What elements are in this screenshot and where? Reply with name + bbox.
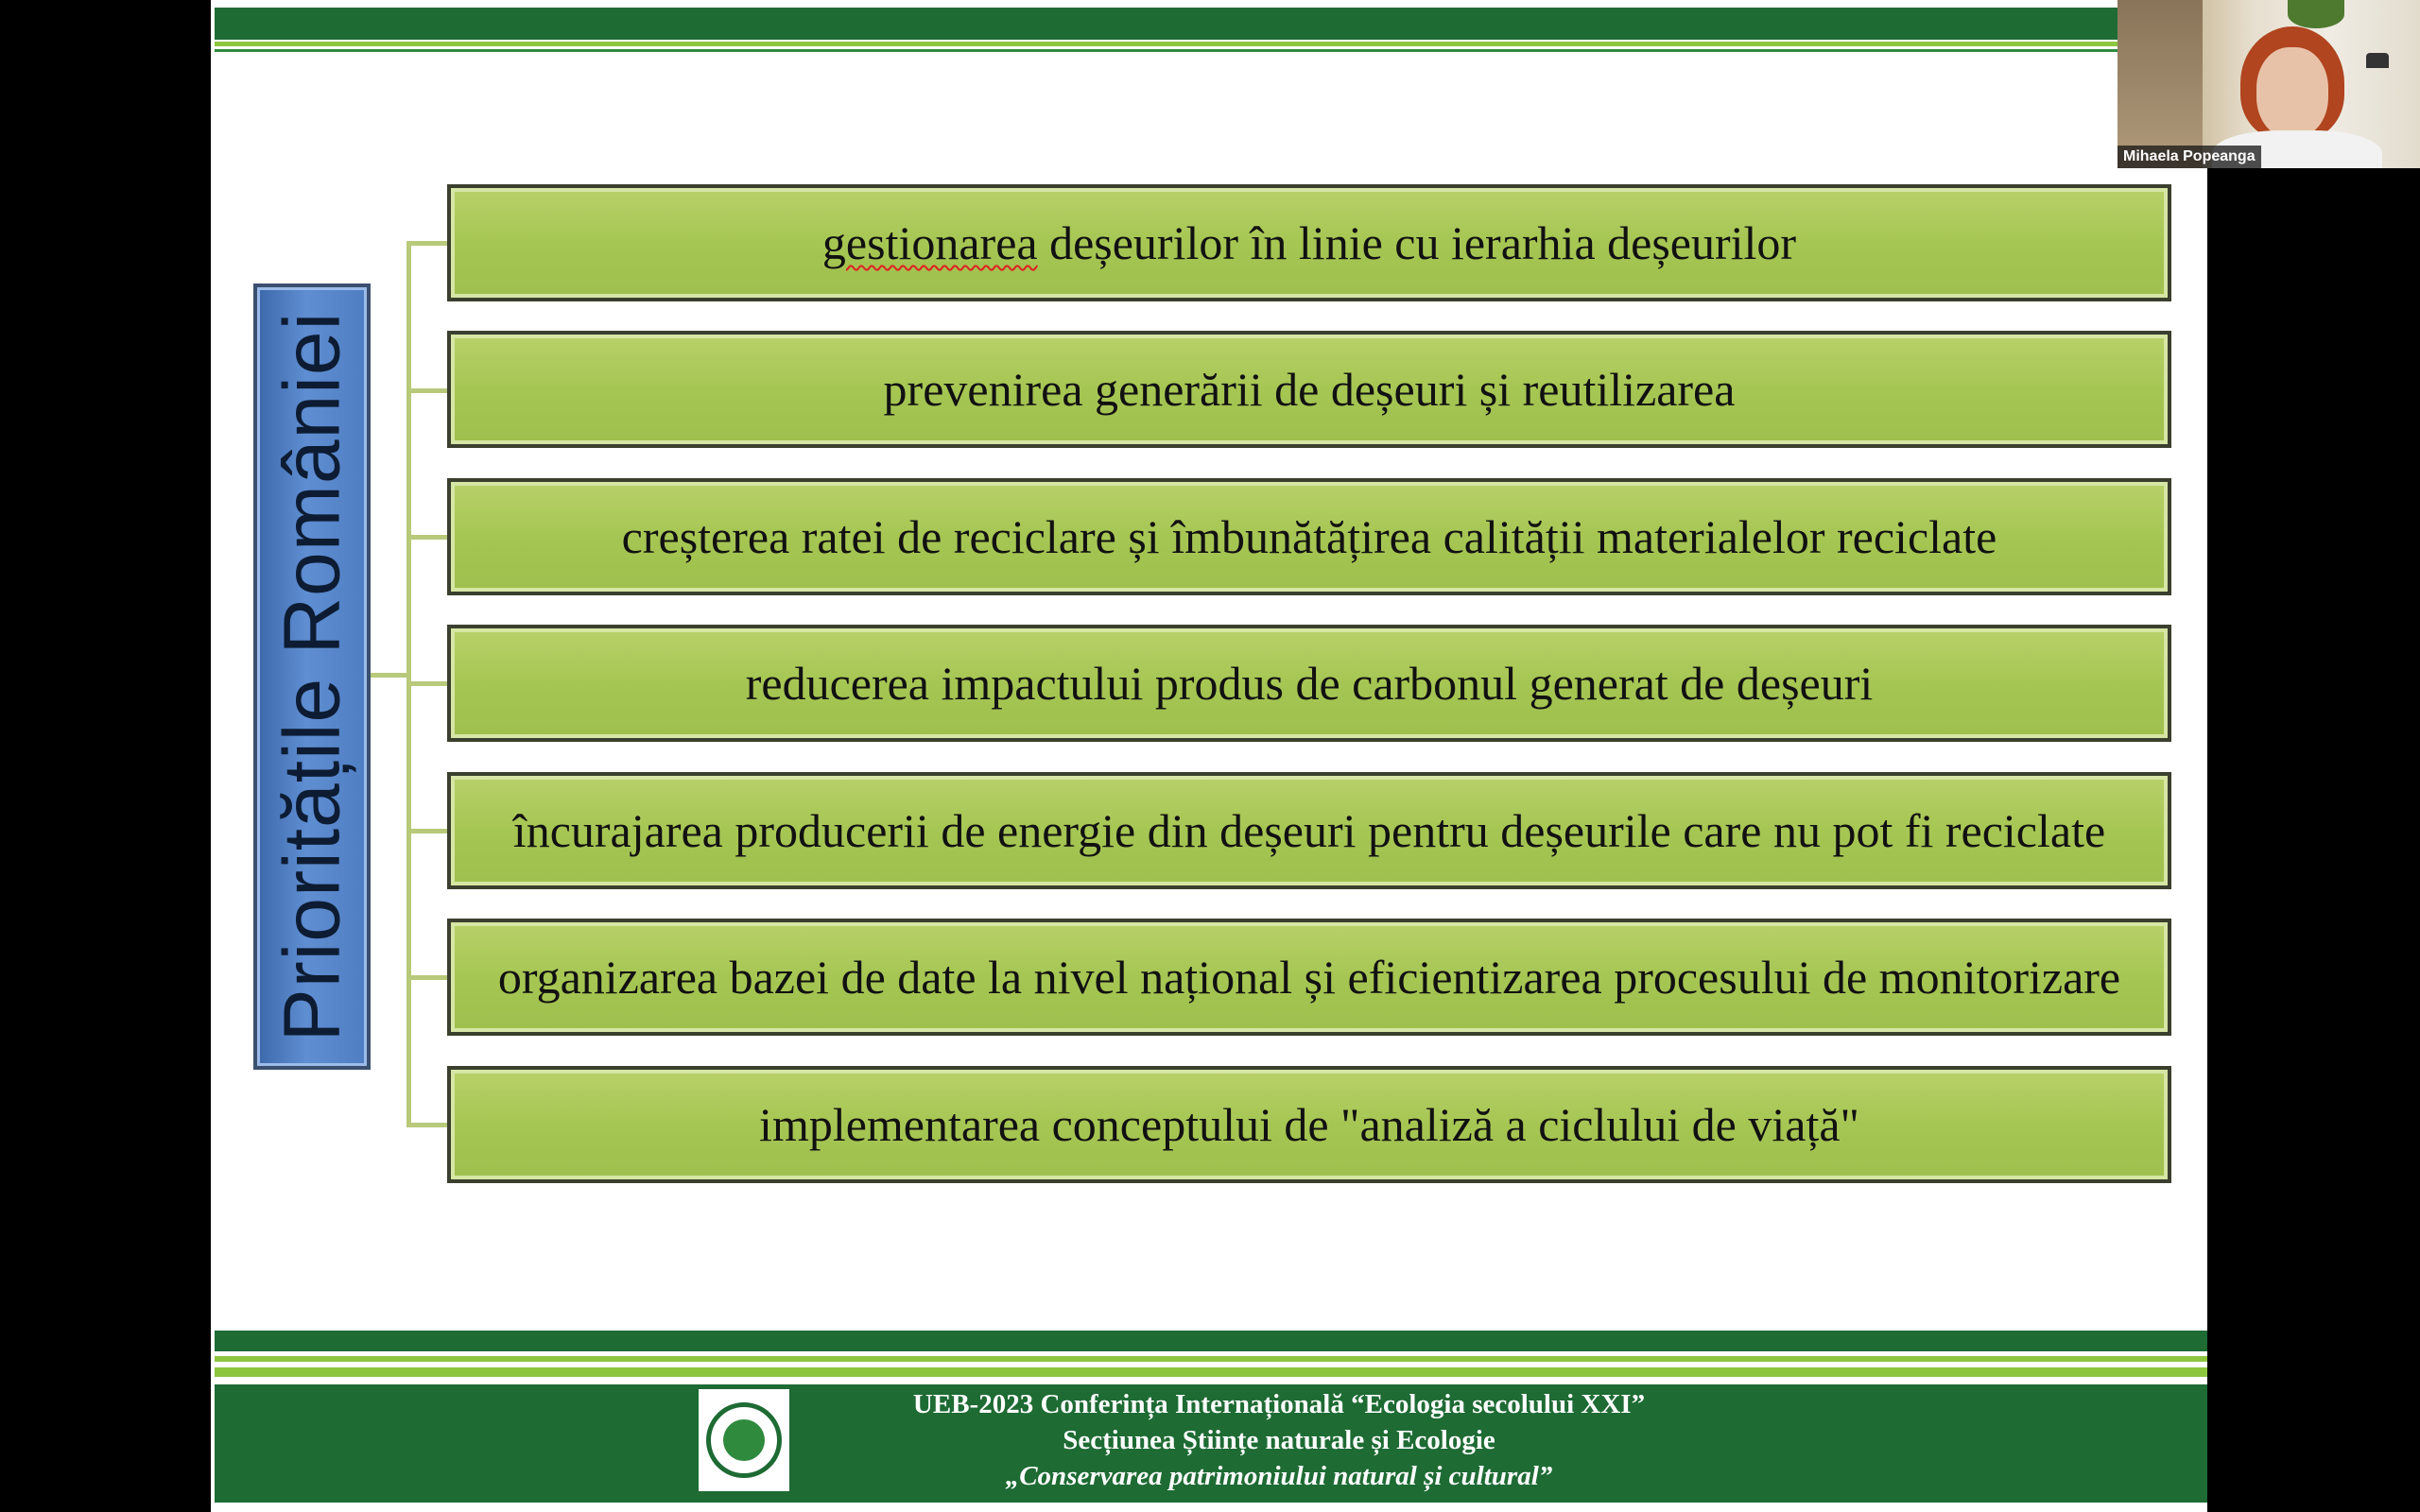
- priority-item-text: implementarea conceptului de "analiză a ciclului de viață": [759, 1098, 1859, 1151]
- priority-item: [447, 772, 2171, 889]
- footer-line-1: UEB-2023 Conferința Internațională “Ecologia secolului XXI”: [912, 1389, 1646, 1419]
- priority-item-text: creșterea ratei de reciclare și îmbunătățirea calității materialelor reciclate: [621, 510, 1997, 563]
- priority-item: [447, 184, 2171, 301]
- participant-face: [2256, 47, 2328, 138]
- plant-decor: [2288, 0, 2344, 28]
- connector-branch: [406, 388, 448, 393]
- priority-item-text: organizarea bazei de date la nivel național și eficientizarea procesului de monitorizare: [497, 951, 2121, 1004]
- participant-video-tile[interactable]: [2118, 0, 2420, 168]
- priority-item-text: încurajarea producerii de energie din deșeuri pentru deșeurile care nu pot fi reciclate: [512, 804, 2106, 857]
- lamp-decor: [2366, 53, 2389, 68]
- priority-item: [447, 919, 2171, 1036]
- slide-title: Prioritățile României: [267, 311, 356, 1042]
- priority-item: [447, 478, 2171, 595]
- priority-item-text-value: gestionarea deșeurilor în linie cu ierarhia deșeurilor: [821, 216, 1797, 269]
- connector-branch: [406, 241, 448, 246]
- priority-item-text: prevenirea generării de deșeuri și reutilizarea: [883, 363, 1736, 416]
- connector-branch: [406, 1123, 448, 1127]
- slide-title-box: [253, 284, 371, 1070]
- connector-branch: [406, 975, 448, 980]
- connector-stem: [371, 673, 408, 678]
- priority-item-text: [822, 215, 1796, 271]
- footer-band: [211, 1328, 2207, 1512]
- priority-item: [447, 625, 2171, 742]
- footer-line-3: „Conservarea patrimoniului natural și cultural”: [1005, 1461, 1553, 1491]
- connector-branch: [406, 829, 448, 833]
- footer-line-2: Secțiunea Științe naturale și Ecologie: [1063, 1425, 1495, 1455]
- presentation-slide: [211, 0, 2207, 1512]
- spellcheck-flagged-word: gestionarea: [821, 216, 1038, 269]
- connector-branch: [406, 681, 448, 686]
- participant-name: Mihaela Popeanga: [2118, 146, 2261, 168]
- top-decorative-band: [211, 0, 2123, 57]
- footer-caption: [806, 1386, 1752, 1494]
- priority-item: [447, 1066, 2171, 1183]
- conference-logo: [699, 1389, 789, 1491]
- priority-item: [447, 331, 2171, 448]
- priority-item-text: reducerea impactului produs de carbonul generat de deșeuri: [745, 657, 1874, 710]
- connector-branch: [406, 535, 448, 540]
